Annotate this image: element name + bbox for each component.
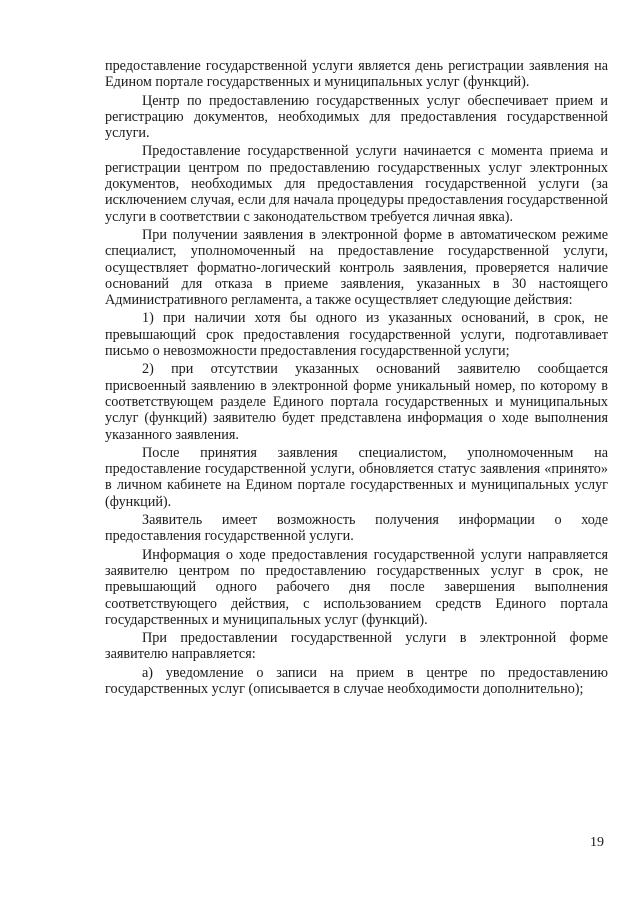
- body-text: [105, 58, 608, 699]
- paragraph-2: Центр по предоставлению государственных услуг обеспечивает прием и регистрацию документов, необходимых для предоставления государственной услуги.: [105, 92, 608, 142]
- paragraph-5: 1) при наличии хотя бы одного из указанных оснований, в срок, не превышающий срок предоставления государственной услуги, подготавливает письмо о невозможности предоставления государственной услуги;: [105, 310, 608, 360]
- paragraph-11: а) уведомление о записи на прием в центре по предоставлению государственных услуг (описывается в случае необходимости дополнительно);: [105, 664, 608, 697]
- paragraph-7: После принятия заявления специалистом, уполномоченным на предоставление государственной услуги, обновляется статус заявления «принято» в личном кабинете на Едином портале государственных и муниципальных услуг (функций).: [105, 444, 608, 510]
- paragraph-3: Предоставление государственной услуги начинается с момента приема и регистрации центром по предоставлению государственных услуг электронных документов, необходимых для предоставления государственной услуги (за исключением случая, если для начала процедуры предоставления государственной услуги в соответствии с законодательством требуется личная явка).: [105, 143, 608, 225]
- paragraph-9: Информация о ходе предоставления государственной услуги направляется заявителю центром по предоставлению государственных услуг в срок, не превышающий одного рабочего дня после завершения выполнения соответствующего действия, с использованием средств Единого портала государственных и муниципальных услуг (функций).: [105, 546, 608, 628]
- paragraph-1: предоставление государственной услуги является день регистрации заявления на Едином портале государственных и муниципальных услуг (функций).: [105, 58, 608, 91]
- paragraph-6: 2) при отсутствии указанных оснований заявителю сообщается присвоенный заявлению в электронной форме уникальный номер, по которому в соответствующем разделе Единого портала государственных и муниципальных услуг (функций) заявителю будет представлена информация о ходе выполнения указанного заявления.: [105, 361, 608, 443]
- page-number: 19: [590, 835, 604, 850]
- paragraph-4: При получении заявления в электронной форме в автоматическом режиме специалист, уполномоченный на предоставление государственной услуги, осуществляет форматно-логический контроль заявления, проверяется наличие оснований для отказа в приеме заявления, указанных в 30 настоящего Административного регламента, а также осуществляет следующие действия:: [105, 226, 608, 309]
- paragraph-10: При предоставлении государственной услуги в электронной форме заявителю направляется:: [105, 630, 608, 663]
- paragraph-8: Заявитель имеет возможность получения информации о ходе предоставления государственной услуги.: [105, 512, 608, 545]
